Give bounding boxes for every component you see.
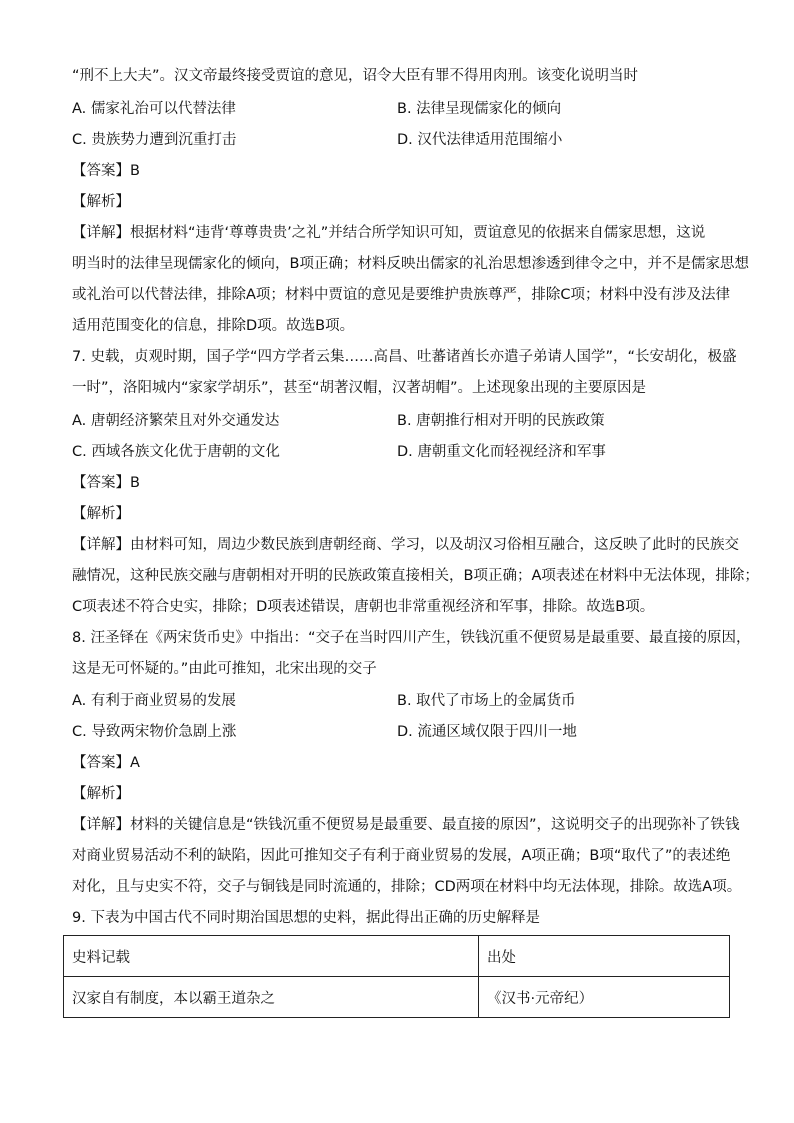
- q6-analysis-line: 【详解】根据材料“违背‘尊尊贵贵’之礼”并结合所学知识可知，贾谊意见的依据来自儒家思想，这说: [72, 225, 706, 241]
- table-cell: 汉家自有制度，本以霸王道杂之: [64, 977, 479, 1018]
- q7-stem: 7. 史载，贞观时期，国子学“四方学者云集……高昌、吐蕃诸酋长亦遣子弟请人国学”，“长安胡化，极盛: [72, 349, 737, 365]
- q6-stem-tail: “刑不上大夫”。汉文帝最终接受贾谊的意见，诏令大臣有罪不得用肉刑。该变化说明当时: [72, 68, 639, 84]
- q8-stem: 8. 汪圣铎在《两宋货币史》中指出：“交子在当时四川产生，铁钱沉重不便贸易是最重要、最直接的原因，: [72, 630, 751, 646]
- q8-analysis-title: 【解析】: [72, 786, 130, 802]
- q6-option-a: A. 儒家礼治可以代替法律: [72, 101, 236, 117]
- q8-option-a: A. 有利于商业贸易的发展: [72, 693, 236, 709]
- table-header-cell: 史料记载: [64, 936, 479, 977]
- q7-option-a: A. 唐朝经济繁荣且对外交通发达: [72, 413, 280, 429]
- q7-analysis-line: C项表述不符合史实，排除；D项表述错误，唐朝也非常重视经济和军事，排除。故选B项。: [72, 599, 655, 615]
- q8-option-b: B. 取代了市场上的金属货币: [397, 693, 576, 709]
- q6-analysis-line: 适用范围变化的信息，排除D项。故选B项。: [72, 318, 355, 334]
- table-header-cell: 出处: [479, 936, 730, 977]
- q6-option-c: C. 贵族势力遭到沉重打击: [72, 132, 237, 148]
- q8-analysis-line: 对商业贸易活动不利的缺陷，因此可推知交子有利于商业贸易的发展，A项正确；B项“取代了”的表述绝: [72, 848, 731, 864]
- q7-option-c: C. 西域各族文化优于唐朝的文化: [72, 444, 280, 460]
- q6-analysis-line: 或礼治可以代替法律，排除A项；材料中贾谊的意见是要维护贵族尊严，排除C项；材料中没有涉及法律: [72, 287, 731, 303]
- q9-stem: 9. 下表为中国古代不同时期治国思想的史料，据此得出正确的历史解释是: [72, 910, 540, 926]
- q6-option-d: D. 汉代法律适用范围缩小: [397, 132, 563, 148]
- q6-analysis-line: 明当时的法律呈现儒家化的倾向，B项正确；材料反映出儒家的礼治思想渗透到律令之中，并不是儒家思想: [72, 256, 749, 272]
- q8-option-c: C. 导致两宋物价急剧上涨: [72, 724, 237, 740]
- q8-option-d: D. 流通区域仅限于四川一地: [397, 724, 577, 740]
- q6-option-b: B. 法律呈现儒家化的倾向: [397, 101, 562, 117]
- q7-answer: 【答案】B: [72, 475, 140, 491]
- q7-analysis-line: 【详解】由材料可知，周边少数民族到唐朝经商、学习，以及胡汉习俗相互融合，这反映了此时的民族交: [72, 537, 739, 553]
- q7-analysis-line: 融情况，这种民族交融与唐朝相对开明的民族政策直接相关，B项正确；A项表述在材料中无法体现，排除；: [72, 568, 759, 584]
- q6-analysis-title: 【解析】: [72, 194, 130, 210]
- q8-analysis-line: 对化，且与史实不符，交子与铜钱是同时流通的，排除；CD两项在材料中均无法体现，排除。故选A项。: [72, 879, 742, 895]
- table-header-row: [64, 936, 730, 977]
- q8-answer: 【答案】A: [72, 755, 140, 771]
- q8-stem: 这是无可怀疑的。”由此可推知，北宋出现的交子: [72, 661, 377, 677]
- q7-analysis-title: 【解析】: [72, 506, 130, 522]
- table-cell: 《汉书·元帝纪）: [479, 977, 730, 1018]
- q7-option-b: B. 唐朝推行相对开明的民族政策: [397, 413, 605, 429]
- q8-analysis-line: 【详解】材料的关键信息是“铁钱沉重不便贸易是最重要、最直接的原因”，这说明交子的出现弥补了铁钱: [72, 817, 740, 833]
- q7-stem: 一时”，洛阳城内“家家学胡乐”，甚至“胡著汉帽，汉著胡帽”。上述现象出现的主要原因是: [72, 380, 647, 396]
- q6-answer: 【答案】B: [72, 163, 140, 179]
- source-table: [63, 935, 730, 1018]
- table-row: [64, 977, 730, 1018]
- q7-option-d: D. 唐朝重文化而轻视经济和军事: [397, 444, 606, 460]
